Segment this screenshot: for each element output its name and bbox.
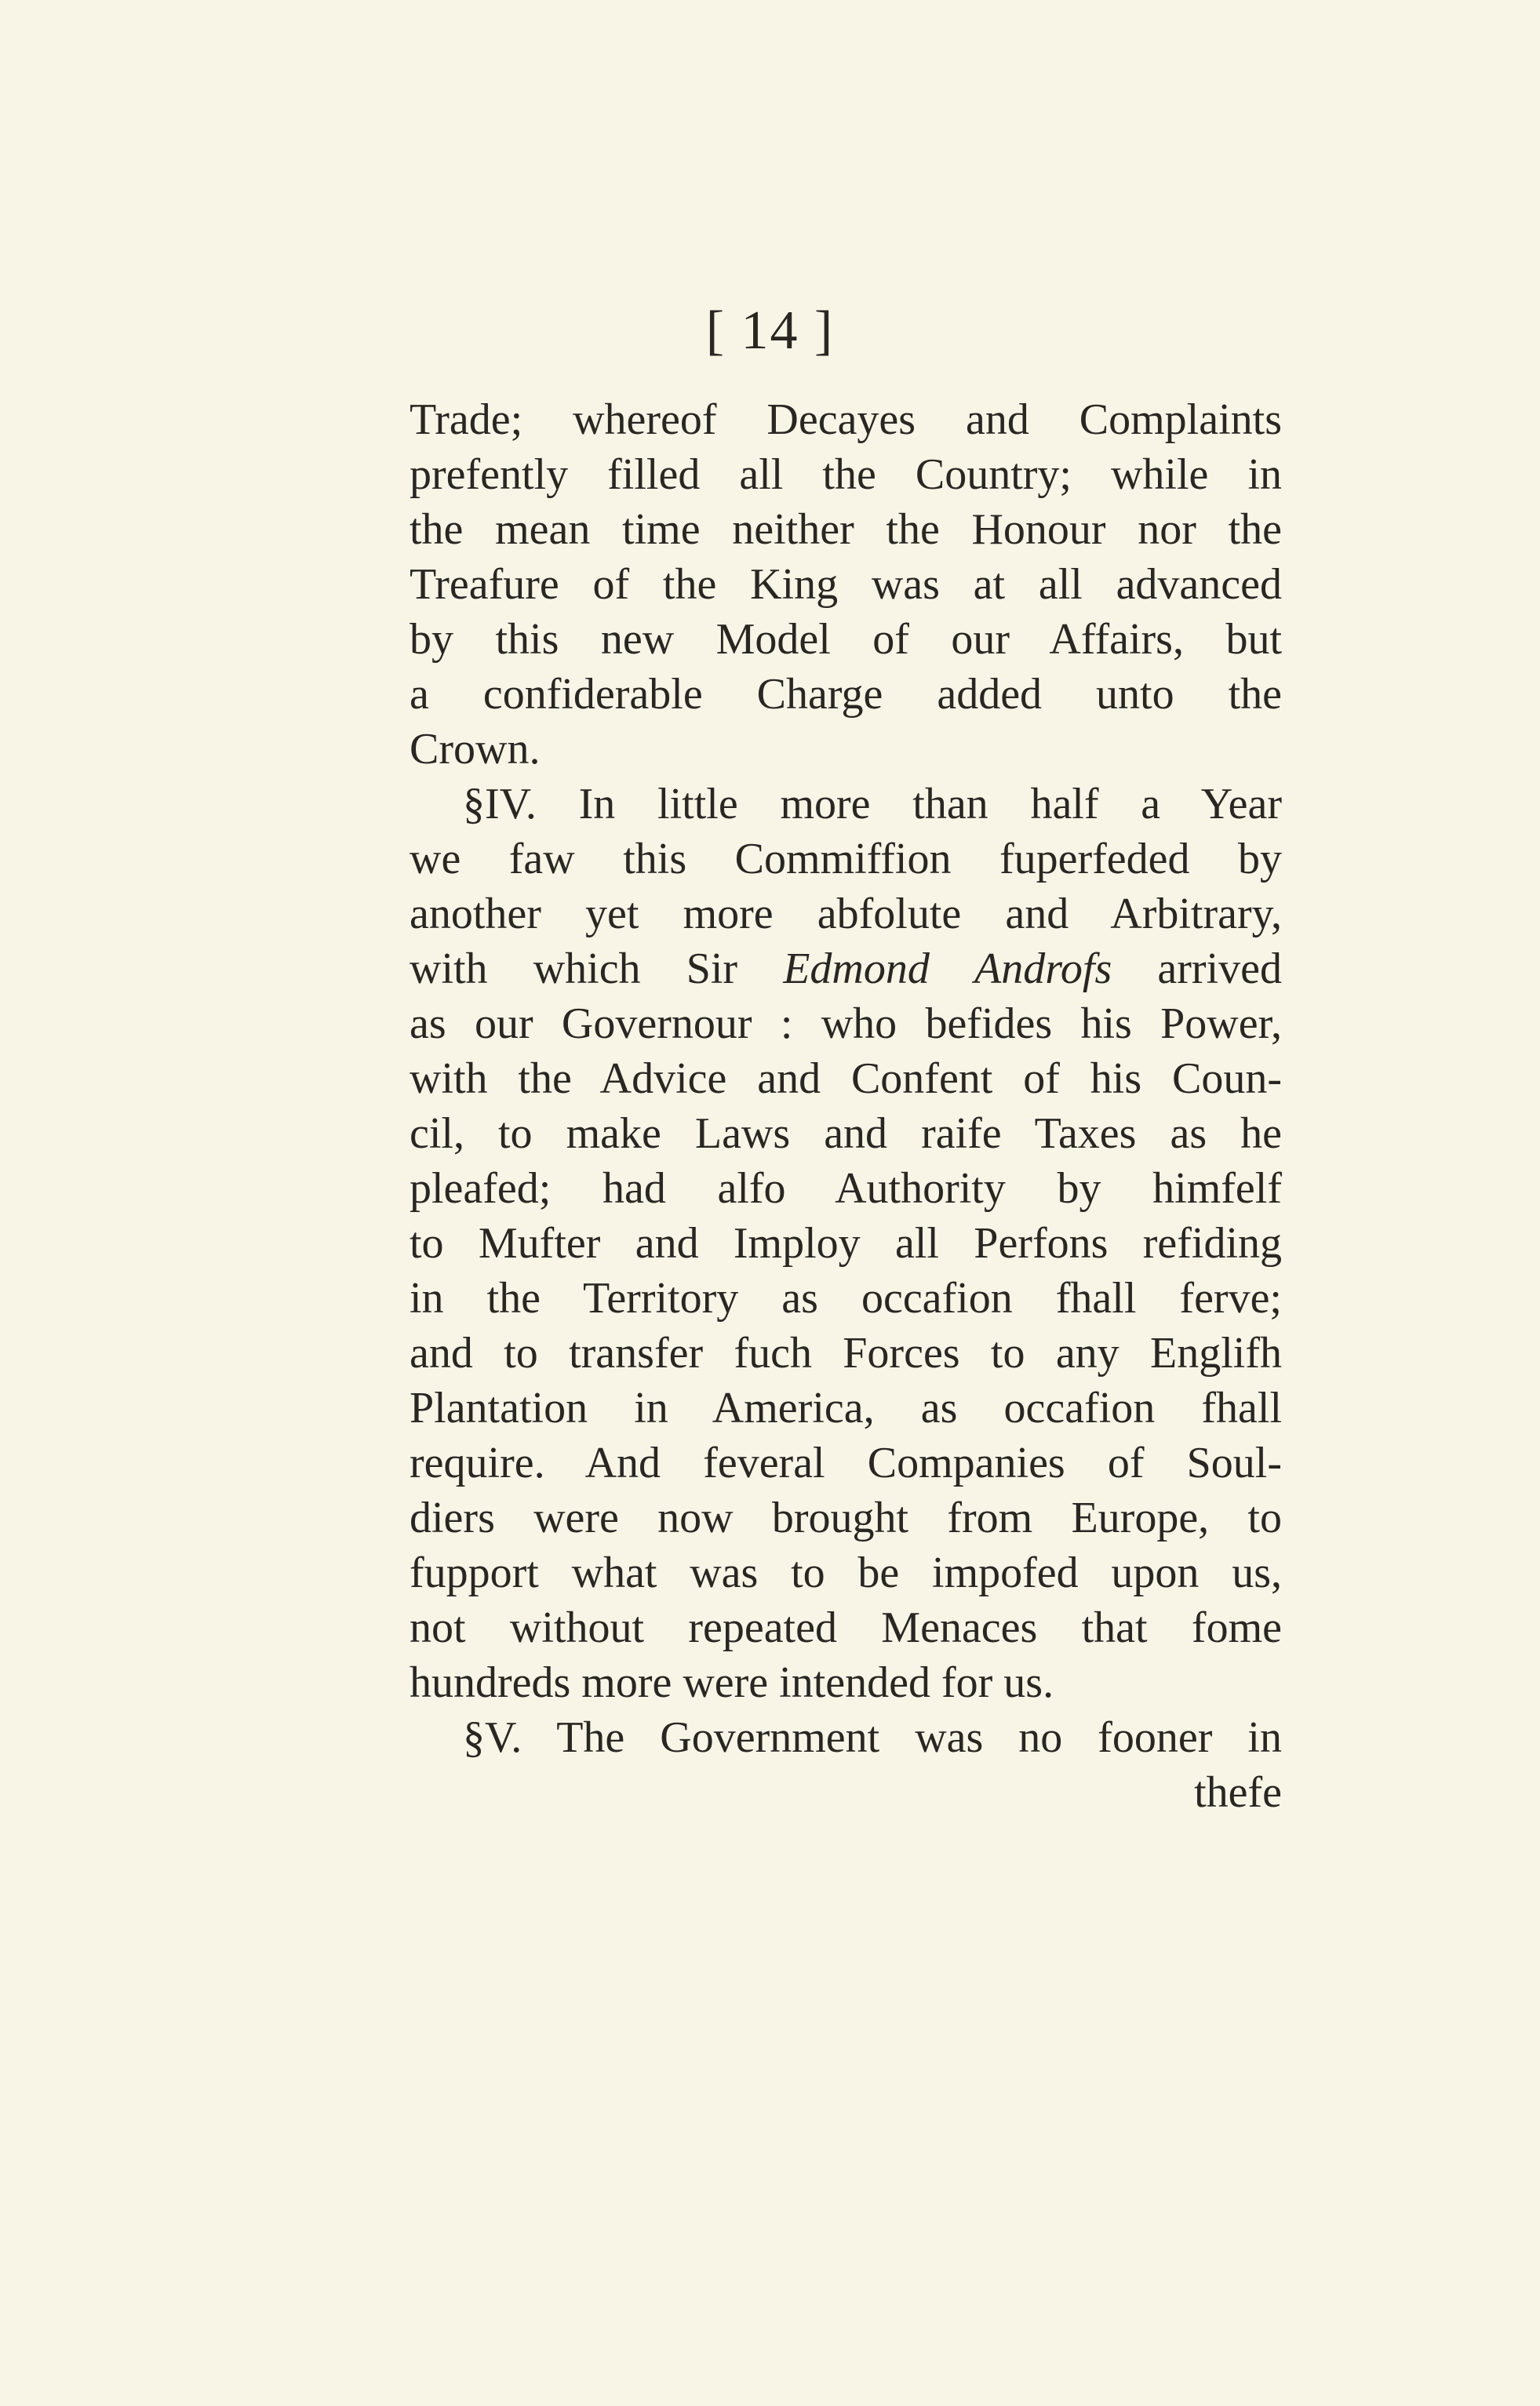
text-line: Plantation in America, as occafion fhall (410, 1384, 1282, 1432)
text-line: with the Advice and Confent of his Coun- (410, 1054, 1282, 1103)
text-line: the mean time neither the Honour nor the (410, 505, 1282, 554)
italic-name: Edmond Androfs (783, 945, 1112, 993)
section-heading-line: §IV. In little more than half a Year (463, 780, 1282, 828)
text-line: another yet more abfolute and Arbitrary, (410, 890, 1282, 938)
text-line: require. And feveral Companies of Soul- (410, 1439, 1282, 1487)
page-number: [ 14 ] (705, 300, 835, 361)
text-line: not without repeated Menaces that fome (410, 1603, 1282, 1652)
text-line: to Mufter and Imploy all Perfons refiding (410, 1219, 1282, 1268)
text-line: pleafed; had alfo Authority by himfelf (410, 1164, 1282, 1213)
text-line: cil, to make Laws and raife Taxes as he (410, 1109, 1282, 1158)
text-line: Crown. (410, 725, 541, 773)
text-line: by this new Model of our Affairs, but (410, 615, 1282, 664)
text-line: diers were now brought from Europe, to (410, 1494, 1282, 1542)
text-line: in the Territory as occafion fhall ferve; (410, 1274, 1282, 1323)
text-line: and to transfer fuch Forces to any Englifh (410, 1329, 1282, 1378)
text-line: Trade; whereof Decayes and Complaints (410, 395, 1282, 444)
text-line: we faw this Commiffion fuperfeded by (410, 835, 1282, 883)
section-heading-line: §V. The Government was no fooner in (463, 1713, 1282, 1762)
text-segment: arrived (1112, 945, 1282, 993)
text-segment: with which Sir (410, 945, 784, 993)
text-line: fupport what was to be impofed upon us, (410, 1549, 1282, 1597)
text-line: hundreds more were intended for us. (410, 1658, 1054, 1707)
text-line-with-name (410, 941, 1282, 996)
catchword: thefe (1194, 1768, 1282, 1817)
text-line: as our Governour : who befides his Power, (410, 999, 1282, 1048)
body-text (410, 392, 1282, 1820)
text-line: Treafure of the King was at all advanced (410, 560, 1282, 609)
text-line: a confiderable Charge added unto the (410, 670, 1282, 719)
text-line: prefently filled all the Country; while in (410, 450, 1282, 499)
